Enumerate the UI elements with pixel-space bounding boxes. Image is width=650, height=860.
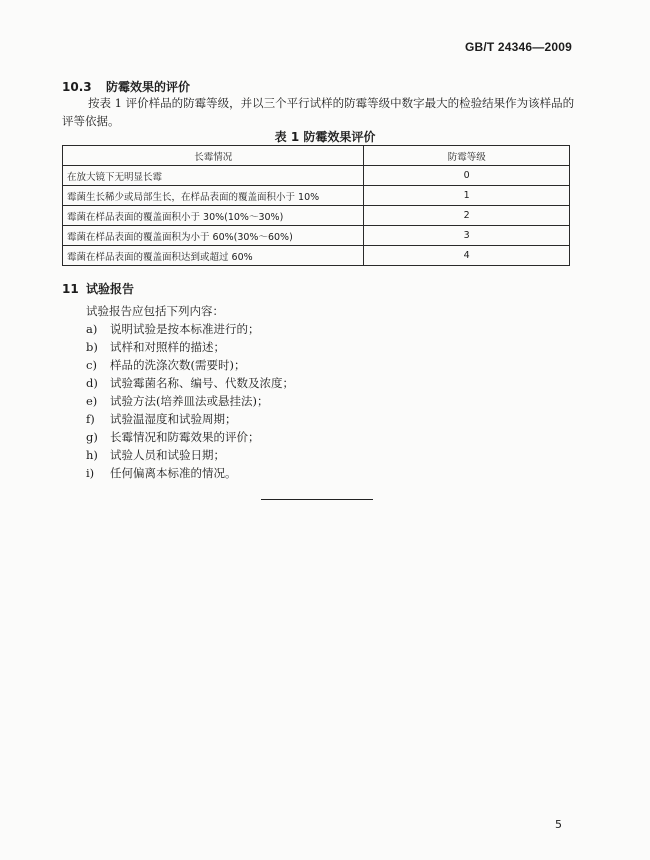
table-header-row <box>63 146 570 166</box>
list-marker: f) <box>86 412 95 426</box>
cell-mold-growth: 霉菌在样品表面的覆盖面积为小于 60%(30%～60%) <box>63 226 364 246</box>
column-header-grade: 防霉等级 <box>364 146 570 166</box>
section-title: 防霉效果的评价 <box>106 80 191 94</box>
list-text: 说明试验是按本标准进行的； <box>110 322 260 336</box>
standard-code: GB/T 24346—2009 <box>464 40 572 54</box>
list-marker: c) <box>86 358 97 372</box>
section-10-3-heading <box>62 78 190 95</box>
list-item <box>86 392 294 410</box>
table-row <box>63 246 570 266</box>
list-marker: a) <box>86 322 98 336</box>
list-item <box>86 356 294 374</box>
table-row <box>63 186 570 206</box>
page-number: 5 <box>555 818 562 831</box>
list-item <box>86 410 294 428</box>
section-number: 11 <box>62 282 79 296</box>
report-contents-list <box>86 302 294 482</box>
list-marker: h) <box>86 448 98 462</box>
cell-grade: 3 <box>364 226 570 246</box>
list-intro: 试验报告应包括下列内容： <box>86 304 224 318</box>
table-row <box>63 226 570 246</box>
section-10-3-paragraph: 按表 1 评价样品的防霉等级，并以三个平行试样的防霉等级中数字最大的检验结果作为该样品的评等依据。 <box>62 96 575 128</box>
list-text: 试验霉菌名称、编号、代数及浓度； <box>110 376 294 390</box>
list-item <box>86 464 294 482</box>
list-text: 任何偏离本标准的情况。 <box>110 466 237 480</box>
cell-grade: 0 <box>364 166 570 186</box>
list-marker: e) <box>86 394 98 408</box>
cell-grade: 4 <box>364 246 570 266</box>
table-row <box>63 206 570 226</box>
table-row <box>63 166 570 186</box>
list-marker: g) <box>86 430 98 444</box>
list-marker: b) <box>86 340 98 354</box>
table-caption: 表 1 防霉效果评价 <box>274 130 376 144</box>
cell-mold-growth: 霉菌生长稀少或局部生长，在样品表面的覆盖面积小于 10% <box>63 186 364 206</box>
column-header-mold-growth: 长霉情况 <box>63 146 364 166</box>
section-title: 试验报告 <box>86 282 135 296</box>
list-marker: d) <box>86 376 98 390</box>
cell-grade: 1 <box>364 186 570 206</box>
list-item <box>86 428 294 446</box>
cell-mold-growth: 霉菌在样品表面的覆盖面积小于 30%(10%～30%) <box>63 206 364 226</box>
cell-mold-growth: 在放大镜下无明显长霉 <box>63 166 364 186</box>
section-11-heading <box>62 280 134 297</box>
list-item <box>86 374 294 392</box>
list-text: 长霉情况和防霉效果的评价； <box>110 430 260 444</box>
list-text: 试验方法(培养皿法或悬挂法)； <box>110 394 269 408</box>
cell-mold-growth: 霉菌在样品表面的覆盖面积达到或超过 60% <box>63 246 364 266</box>
section-number: 10.3 <box>62 80 92 94</box>
list-text: 样品的洗涤次数(需要时)； <box>110 358 246 372</box>
list-item <box>86 338 294 356</box>
evaluation-table <box>62 145 570 266</box>
end-of-document-rule <box>261 499 373 500</box>
cell-grade: 2 <box>364 206 570 226</box>
list-text: 试样和对照样的描述； <box>110 340 225 354</box>
list-text: 试验人员和试验日期； <box>110 448 225 462</box>
list-text: 试验温湿度和试验周期； <box>110 412 237 426</box>
list-item <box>86 446 294 464</box>
list-item <box>86 320 294 338</box>
list-marker: i) <box>86 466 95 480</box>
